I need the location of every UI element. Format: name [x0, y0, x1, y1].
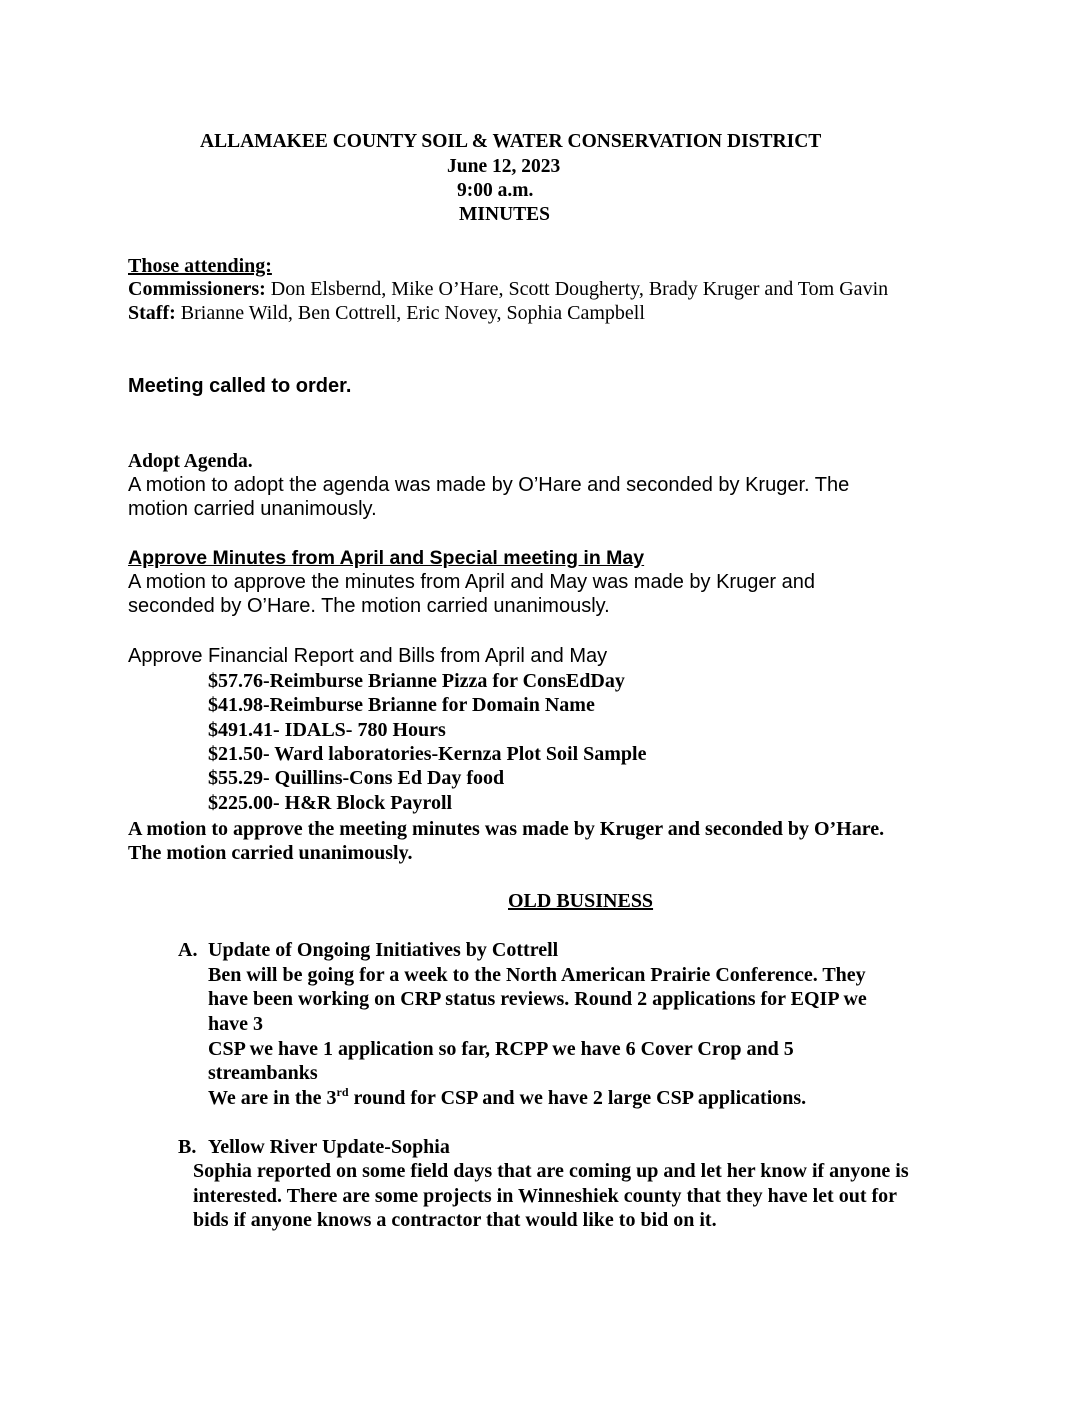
bill-item: $57.76-Reimburse Brianne Pizza for ConsEdDay [208, 670, 625, 692]
item-a-marker: A. [178, 939, 198, 961]
meeting-date: June 12, 2023 [447, 156, 561, 177]
item-a-line: Ben will be going for a week to the North American Prairie Conference. They [208, 964, 866, 986]
item-a-line: have 3 [208, 1013, 263, 1035]
meeting-time: 9:00 a.m. [457, 180, 534, 201]
document-type: MINUTES [459, 204, 551, 225]
item-a-title: Update of Ongoing Initiatives by Cottrell [208, 939, 559, 961]
staff-line [128, 302, 645, 325]
item-b-marker: B. [178, 1136, 197, 1158]
item-a-line: streambanks [208, 1062, 318, 1084]
item-a-last-pre: We are in the 3 [208, 1087, 337, 1109]
adopt-agenda-text-1: A motion to adopt the agenda was made by O’Hare and seconded by Kruger. The [128, 474, 850, 496]
item-b-line: Sophia reported on some field days that are coming up and let her know if anyone is [193, 1160, 909, 1182]
approve-minutes-text-1: A motion to approve the minutes from April and May was made by Kruger and [128, 571, 816, 593]
adopt-agenda-heading: Adopt Agenda. [128, 451, 253, 472]
item-a-line: have been working on CRP status reviews. Round 2 applications for EQIP we [208, 988, 867, 1010]
financial-heading: Approve Financial Report and Bills from April and May [128, 645, 608, 667]
call-to-order: Meeting called to order. [128, 375, 352, 397]
adopt-agenda-text-2: motion carried unanimously. [128, 498, 377, 520]
item-b-line: bids if anyone knows a contractor that would like to bid on it. [193, 1209, 717, 1231]
approve-minutes-text-2: seconded by O’Hare. The motion carried unanimously. [128, 595, 610, 617]
item-b-title: Yellow River Update-Sophia [208, 1136, 450, 1158]
commissioners-line [128, 278, 888, 301]
item-a-last-line [208, 1087, 806, 1110]
financial-motion-2: The motion carried unanimously. [128, 842, 413, 864]
old-business-heading: OLD BUSINESS [508, 890, 654, 912]
commissioners-names: Don Elsbernd, Mike O’Hare, Scott Dougherty, Brady Kruger and Tom Gavin [270, 278, 889, 300]
item-a-ordinal-suffix: rd [336, 1085, 349, 1099]
item-b-line: interested. There are some projects in Winneshiek county that they have let out for [193, 1185, 898, 1207]
item-a-last-post: round for CSP and we have 2 large CSP applications. [348, 1087, 807, 1109]
bill-item: $55.29- Quillins-Cons Ed Day food [208, 767, 505, 789]
bill-item: $491.41- IDALS- 780 Hours [208, 719, 446, 741]
staff-names: Brianne Wild, Ben Cottrell, Eric Novey, Sophia Campbell [180, 302, 645, 324]
bill-item: $41.98-Reimburse Brianne for Domain Name [208, 694, 595, 716]
financial-motion-1: A motion to approve the meeting minutes was made by Kruger and seconded by O’Hare. [128, 818, 885, 840]
approve-minutes-heading: Approve Minutes from April and Special meeting in May [128, 547, 645, 569]
bill-item: $225.00- H&R Block Payroll [208, 792, 453, 814]
bill-item: $21.50- Ward laboratories-Kernza Plot Soil Sample [208, 743, 647, 765]
organization-title: ALLAMAKEE COUNTY SOIL & WATER CONSERVATION DISTRICT [200, 131, 822, 152]
item-a-line: CSP we have 1 application so far, RCPP we have 6 Cover Crop and 5 [208, 1038, 794, 1060]
commissioners-label: Commissioners: [128, 278, 266, 300]
attendance-heading: Those attending: [128, 255, 272, 277]
staff-label: Staff: [128, 302, 176, 324]
